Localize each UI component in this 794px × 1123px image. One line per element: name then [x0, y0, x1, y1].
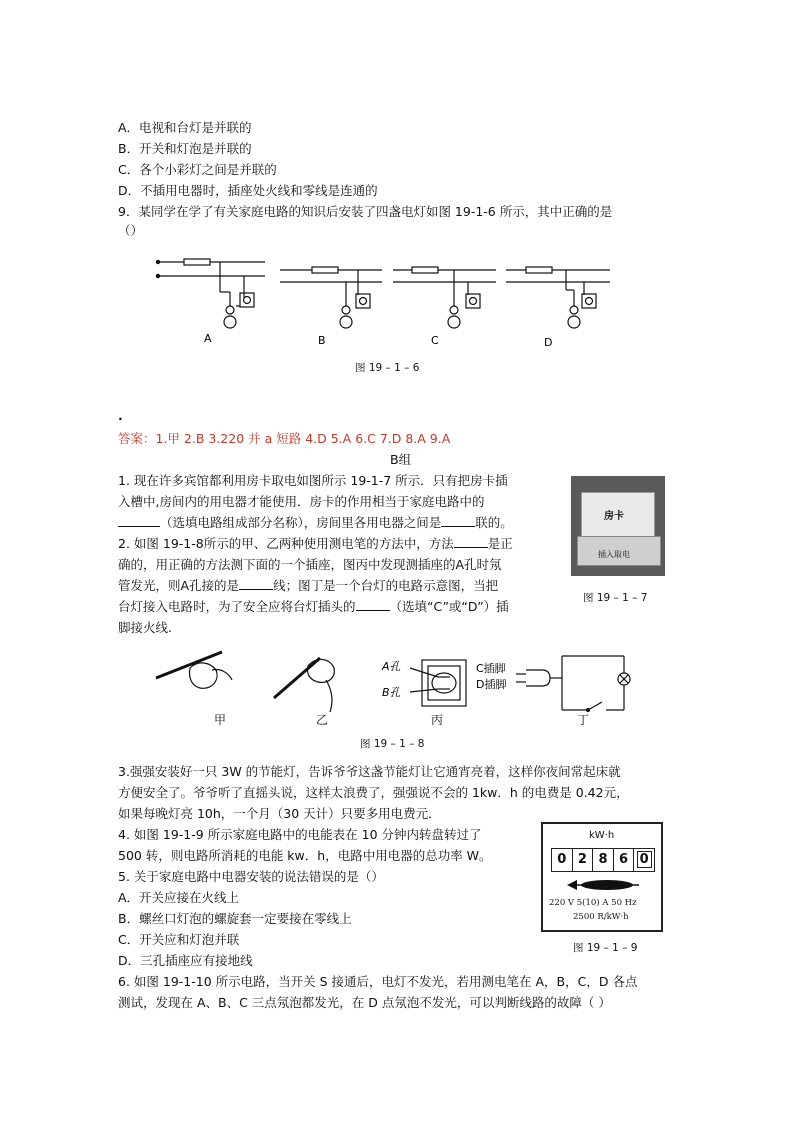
- b2-line4-end: （选填“C”或“D”）插: [389, 599, 509, 614]
- b4-line1: 4. 如图 19-1-9 所示家庭电路中的电能表在 10 分钟内转盘转过了: [118, 827, 482, 842]
- meter-digit-5-box: 0: [637, 851, 652, 868]
- plug-pin-d-label: D插脚: [476, 678, 507, 691]
- b5-option-d: D．三孔插座应有接地线: [118, 953, 253, 968]
- b2-line4-text: 台灯接入电路时，为了安全应将台灯插头的: [118, 599, 356, 614]
- pen-method-yi: [274, 658, 334, 712]
- figure-19-1-9-caption: 图 19 – 1 – 9: [573, 942, 638, 954]
- b2-line3-text: 管发光，则A孔接的是: [118, 578, 240, 593]
- meter-spec-line1: 220 V 5(10) A 50 Hz: [549, 898, 637, 908]
- b2-line3-end: 线；图丁是一个台灯的电路示意图，当把: [273, 578, 499, 593]
- card-slot-label: 插入取电: [598, 550, 630, 559]
- card-slot: [577, 536, 661, 566]
- b5-option-a: A．开关应接在火线上: [118, 890, 240, 905]
- figure-label-ding: 丁: [577, 713, 590, 727]
- figure-label-jia: 甲: [214, 713, 227, 727]
- b2-line1-end: 是正: [487, 536, 513, 551]
- figure-label-yi: 乙: [316, 713, 329, 727]
- b5-option-c: C．开关应和灯泡并联: [118, 932, 240, 947]
- meter-digit-5: [634, 849, 654, 871]
- circuit-label-b: B: [318, 334, 326, 347]
- energy-meter: [541, 822, 663, 932]
- answer-line: 答案：1.甲 2.B 3.220 并 a 短路 4.D 5.A 6.C 7.D 8.A 9.A: [118, 431, 451, 446]
- b2-blank-3[interactable]: [356, 598, 390, 611]
- socket-hole-a-label: A孔: [382, 660, 401, 673]
- b2-line1-text: 2. 如图 19-1-8所示的甲、乙两种使用测电笔的方法中，方法: [118, 536, 454, 551]
- figure-19-1-7-photo: [571, 476, 665, 576]
- b1-line3-end: 联的。: [475, 515, 513, 530]
- b1-line3: [118, 514, 513, 532]
- circuit-label-a: A: [204, 332, 212, 345]
- b1-line1: 1. 现在许多宾馆都利用房卡取电如图所示 19-1-7 所示．只有把房卡插: [118, 473, 508, 488]
- meter-digit-3: 8: [593, 849, 614, 871]
- meter-digit-2: 2: [573, 849, 594, 871]
- circuit-c: [393, 267, 496, 328]
- b5-option-b: B．螺丝口灯泡的螺旋套一定要接在零线上: [118, 911, 352, 926]
- plug-pin-c-label: C插脚: [476, 662, 506, 675]
- figure-label-bing: 丙: [431, 713, 444, 727]
- meter-digit-1: 0: [552, 849, 573, 871]
- figure-19-1-6: [150, 250, 620, 360]
- group-b-heading: B组: [390, 452, 412, 467]
- q9-stem-paren: （）: [118, 223, 144, 238]
- circuit-b: [280, 267, 382, 328]
- b2-line4: [118, 598, 509, 616]
- b1-line3-text: （选填电路组成部分名称），房间里各用电器之间是: [160, 515, 442, 530]
- circuit-label-c: C: [431, 334, 439, 347]
- b1-line2: 入槽中,房间内的用电器才能使用．房卡的作用相当于家庭电路中的: [118, 494, 485, 509]
- b1-blank-2[interactable]: [441, 514, 475, 527]
- q8-option-b: B．开关和灯泡是并联的: [118, 141, 252, 156]
- separator-dot: .: [118, 408, 123, 423]
- figure-19-1-6-caption: 图 19 – 1 – 6: [355, 362, 420, 374]
- meter-unit: kW·h: [589, 830, 615, 841]
- meter-digit-4: 6: [614, 849, 635, 871]
- b2-blank-1[interactable]: [454, 535, 488, 548]
- circuit-d: [506, 267, 610, 328]
- b2-line1: [118, 535, 513, 553]
- b5-stem: 5. 关于家庭电路中电器安装的说法错误的是（）: [118, 869, 384, 884]
- pen-method-jia: [156, 652, 232, 688]
- q8-option-a: A．电视和台灯是并联的: [118, 120, 252, 135]
- figure-19-1-7-caption: 图 19 – 1 – 7: [583, 592, 648, 604]
- figure-19-1-8-caption: 图 19 – 1 – 8: [360, 738, 425, 750]
- socket-bing: [410, 660, 466, 706]
- q8-option-d: D．不插用电器时，插座处火线和零线是连通的: [118, 183, 378, 198]
- b6-line1: 6. 如图 19-1-10 所示电路，当开关 S 接通后，电灯不发光，若用测电笔在 A，B，C，D 各点: [118, 974, 638, 989]
- b3-line3: 如果每晚灯亮 10h，一个月（30 天计）只要多用电费元．: [118, 806, 441, 821]
- b6-line2: 测试，发现在 A、B、C 三点氖泡都发光，在 D 点氖泡不发光，可以判断线路的故障（ ）: [118, 995, 611, 1010]
- lamp-circuit-ding: [516, 656, 630, 712]
- circuit-label-d: D: [544, 336, 553, 349]
- q9-stem: 9．某同学在学了有关家庭电路的知识后安装了四盏电灯如图 19-1-6 所示，其中正确的是: [118, 204, 613, 219]
- b2-line5: 脚接火线.: [118, 620, 172, 635]
- b2-line3: [118, 577, 498, 595]
- b3-line2: 方便安全了。爷爷听了直摇头说，这样太浪费了，强强说不会的 1kw．h 的电费是 0.42元，: [118, 785, 629, 800]
- meter-rotating-disc: [563, 876, 643, 894]
- circuit-a: [156, 259, 265, 328]
- b1-blank-1[interactable]: [118, 514, 160, 527]
- b4-line2: 500 转，则电路所消耗的电能 kw．h，电路中用电器的总功率 W。: [118, 848, 492, 863]
- room-card-label: 房卡: [604, 511, 624, 522]
- meter-spec-line2: 2500 R/kW·h: [573, 912, 629, 922]
- meter-digit-window: [551, 848, 655, 872]
- b3-line1: 3.强强安装好一只 3W 的节能灯，告诉爷爷这盏节能灯让它通宵亮着，这样你夜间常起床就: [118, 764, 621, 779]
- q8-option-c: C．各个小彩灯之间是并联的: [118, 162, 277, 177]
- socket-hole-b-label: B孔: [382, 686, 401, 699]
- b2-line2: 确的，用正确的方法测下面的一个插座，图丙中发现测插座的A孔时氖: [118, 557, 502, 572]
- b2-blank-2[interactable]: [239, 577, 273, 590]
